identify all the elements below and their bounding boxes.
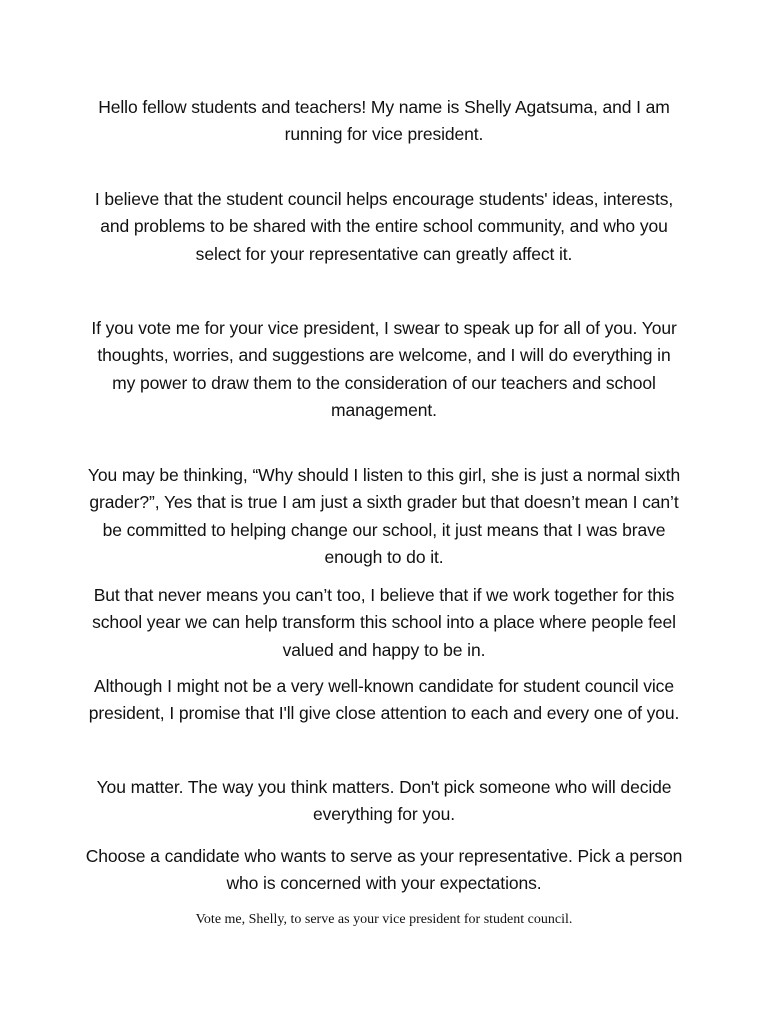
paragraph-promise-to-speak-up: If you vote me for your vice president, I swear to speak up for all of you. Your thoughts, worries, and suggestions are welcome, and I will do everything in my power to draw them to the consideration of our teachers and school management. [91, 318, 677, 420]
paragraph-student-council-belief: I believe that the student council helps encourage students' ideas, interests, and problems to be shared with the entire school community, and who you select for your representative can greatly affect it. [94, 189, 674, 264]
paragraph-you-matter: You matter. The way you think matters. Don't pick someone who will decide everything for you. [96, 777, 672, 825]
paragraph-close-attention: Although I might not be a very well-known candidate for student council vice president, I promise that I'll give close attention to each and every one of you. [88, 676, 680, 724]
paragraph-introduction: Hello fellow students and teachers! My name is Shelly Agatsuma, and I am running for vice president. [98, 97, 670, 145]
paragraph-choose-candidate: Choose a candidate who wants to serve as your representative. Pick a person who is concerned with your expectations. [85, 846, 683, 894]
paragraph-sixth-grader: You may be thinking, “Why should I listen to this girl, she is just a normal sixth grader?”, Yes that is true I am just a sixth grader but that doesn’t mean I can’t be committed to helping change our school, it just means that I was brave enough to do it. [87, 465, 681, 567]
paragraph-work-together: But that never means you can’t too, I believe that if we work together for this school year we can help transform this school into a place where people feel valued and happy to be in. [92, 585, 676, 660]
closing-line: Vote me, Shelly, to serve as your vice president for student council. [195, 912, 573, 927]
